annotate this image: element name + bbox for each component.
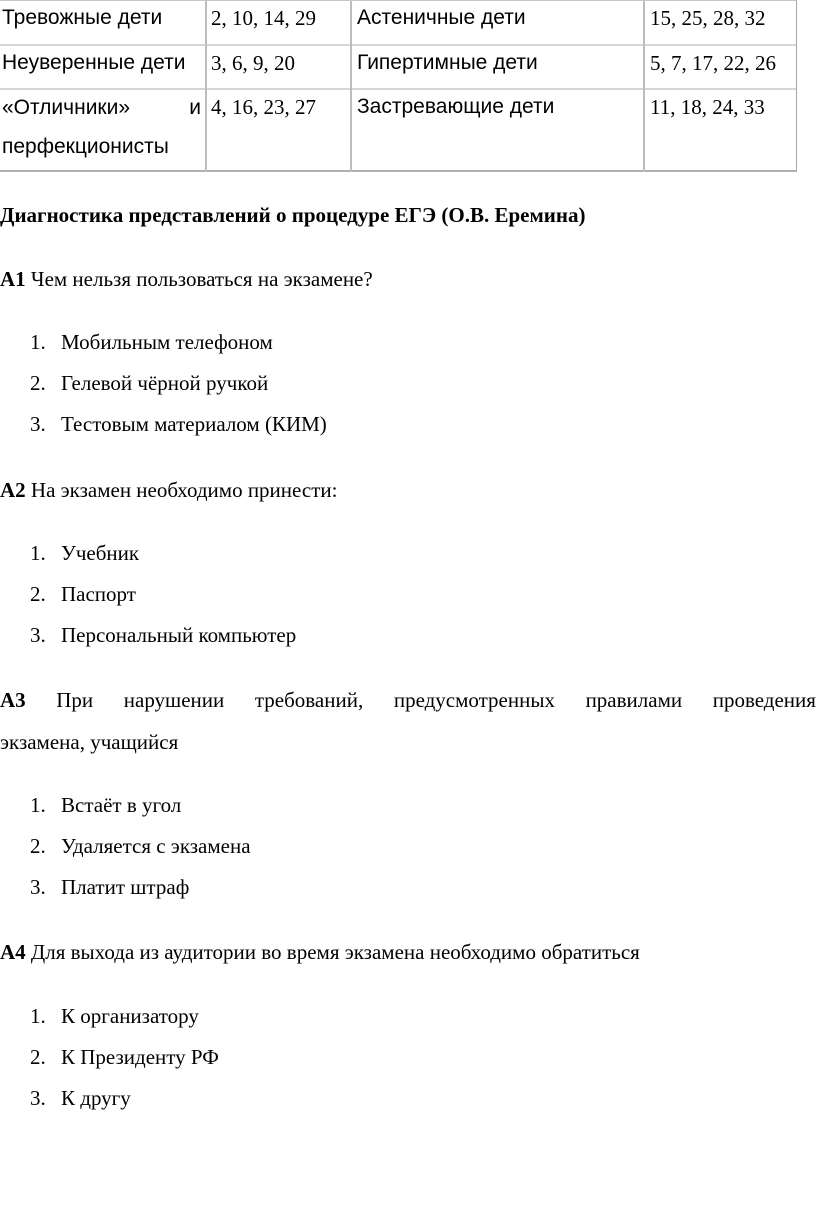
question-word: проведения — [712, 688, 816, 712]
answer-option — [30, 1086, 131, 1110]
table-row — [0, 1, 796, 46]
option-number: 2. — [30, 582, 46, 606]
option-text: Учебник — [61, 541, 140, 565]
option-text: Удаляется с экзамена — [61, 834, 251, 858]
question-word: При — [56, 688, 94, 712]
option-text: Паспорт — [61, 582, 136, 606]
option-number: 3. — [30, 1086, 46, 1110]
table-cell — [351, 46, 644, 90]
child-groups-table — [0, 0, 797, 172]
table-cell — [0, 90, 205, 172]
table-cell — [205, 1, 351, 46]
group-name: Застревающие дети — [357, 95, 555, 118]
option-number: 2. — [30, 1045, 46, 1069]
question-code: А4 — [0, 940, 26, 964]
table-cell — [351, 1, 644, 46]
option-text: Платит штраф — [61, 875, 190, 899]
answer-option — [30, 541, 139, 565]
question-text: Чем нельзя пользоваться на экзамене? — [30, 267, 373, 291]
option-text: К организатору — [61, 1004, 199, 1028]
question-word: правилами — [585, 688, 683, 712]
table-cell — [0, 46, 205, 90]
table-cell — [644, 1, 796, 46]
answer-option — [30, 793, 181, 817]
answer-option — [30, 623, 296, 647]
column-divider — [643, 1, 645, 172]
question-numbers: 15, 25, 28, 32 — [650, 6, 766, 30]
table-cell — [205, 46, 351, 90]
option-text: К Президенту РФ — [61, 1045, 219, 1069]
option-number: 3. — [30, 623, 46, 647]
group-name: Неуверенные дети — [2, 51, 186, 74]
table-cell — [644, 46, 796, 90]
table-row — [0, 90, 796, 172]
group-name-part: перфекционисты — [2, 135, 169, 158]
option-text: Гелевой чёрной ручкой — [61, 371, 269, 395]
question-word: нарушении — [123, 688, 225, 712]
question-a2 — [0, 478, 337, 502]
question-text: Для выхода из аудитории во время экзамена необходимо обратиться — [30, 940, 640, 964]
question-numbers: 11, 18, 24, 33 — [650, 95, 765, 119]
question-numbers: 3, 6, 9, 20 — [211, 51, 295, 75]
option-text: Встаёт в угол — [61, 793, 182, 817]
question-word — [0, 688, 26, 712]
question-numbers: 4, 16, 23, 27 — [211, 95, 316, 119]
table-cell — [0, 1, 205, 46]
question-numbers: 5, 7, 17, 22, 26 — [650, 51, 776, 75]
question-word: предусмотренных — [393, 688, 555, 712]
option-number: 1. — [30, 1004, 46, 1028]
answer-option — [30, 582, 136, 606]
group-name: Гипертимные дети — [357, 51, 538, 74]
group-name-part: «Отличники» — [2, 96, 131, 119]
question-code: А3 — [0, 688, 26, 712]
question-code: А2 — [0, 478, 26, 502]
answer-option — [30, 1045, 219, 1069]
column-divider — [350, 1, 352, 172]
answer-option — [30, 834, 251, 858]
question-code: А1 — [0, 267, 26, 291]
question-line — [0, 688, 816, 712]
table-cell — [644, 90, 796, 172]
option-number: 1. — [30, 541, 46, 565]
table-cell — [351, 90, 644, 172]
answer-option — [30, 875, 189, 899]
question-text: На экзамен необходимо принести: — [30, 478, 338, 502]
option-number: 1. — [30, 793, 46, 817]
option-number: 1. — [30, 330, 46, 354]
option-text: К другу — [61, 1086, 131, 1110]
group-name: Тревожные дети — [2, 6, 163, 29]
column-divider — [205, 1, 207, 172]
question-a4 — [0, 940, 640, 964]
group-name: Астеничные дети — [357, 6, 526, 29]
option-number: 3. — [30, 412, 46, 436]
answer-option — [30, 330, 273, 354]
group-name-part: и — [189, 96, 201, 119]
option-text: Мобильным телефоном — [61, 330, 273, 354]
answer-option — [30, 412, 327, 436]
option-number: 2. — [30, 371, 46, 395]
answer-option — [30, 371, 268, 395]
question-word: требований, — [254, 688, 364, 712]
question-numbers: 2, 10, 14, 29 — [211, 6, 316, 30]
question-a1 — [0, 267, 373, 291]
question-line: экзамена, учащийся — [0, 730, 179, 754]
answer-option — [30, 1004, 199, 1028]
table-row — [0, 46, 796, 90]
option-number: 3. — [30, 875, 46, 899]
table-cell — [205, 90, 351, 172]
option-number: 2. — [30, 834, 46, 858]
option-text: Тестовым материалом (КИМ) — [61, 412, 327, 436]
section-heading: Диагностика представлений о процедуре ЕГЭ (О.В. Еремина) — [0, 203, 586, 227]
option-text: Персональный компьютер — [61, 623, 297, 647]
